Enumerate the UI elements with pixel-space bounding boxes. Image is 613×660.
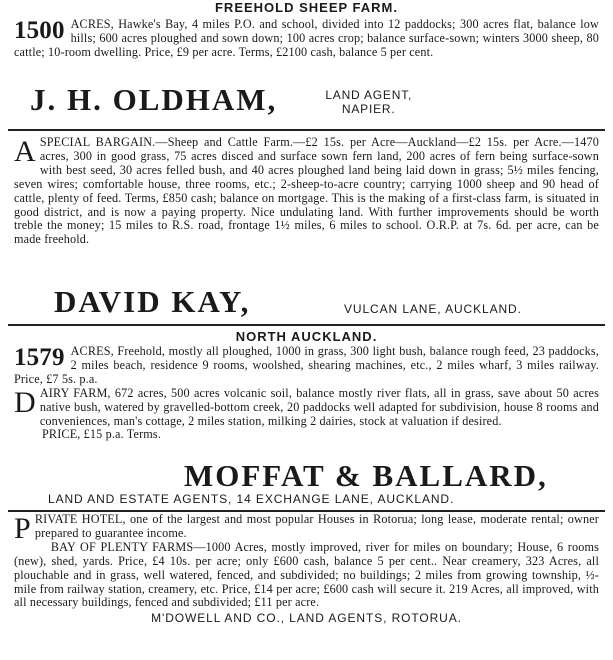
ad-rotorua [14, 513, 599, 625]
ad3-heading: NORTH AUCKLAND. [235, 329, 378, 344]
ad1-agent-role: LAND AGENT, [325, 88, 413, 102]
ad1-agent-details [325, 88, 412, 116]
ad1-agent-name: J. H. OLDHAM, [30, 82, 278, 117]
ad1-acreage-number: 1500 [14, 17, 65, 44]
ad4-body-2: BAY OF PLENTY FARMS—1000 Acres, mostly improved, river for miles on boundary; House, 6 rooms (new), shed, yards. Price, £4 10s. per acre; only £600 cash, balance 5 per cent.. Near creamery, 323 Acres, all plouchable and in grass, well watered, fenced, and subdivided; no buildings; 2 miles from growing township, ½-mile from railway station, creamery, etc. Price, £14 per acre; £600 cash will secure it. 219 Acres, all improved, with all necessary buildings, fenced and subdivided; £11 per acre. [14, 539, 599, 610]
ad4-agent-line: M'DOWELL AND CO., LAND AGENTS, ROTORUA. [151, 611, 462, 626]
ad3-dropcap: D [14, 385, 36, 419]
ad1-agent-town: NAPIER. [341, 102, 396, 116]
divider-rule [8, 324, 605, 326]
ad3-agent-name: MOFFAT & BALLARD, [184, 458, 548, 493]
ad3-agent-address: LAND AND ESTATE AGENTS, 14 EXCHANGE LANE, AUCKLAND. [48, 492, 455, 506]
ad3-text-1: ACRES, Freehold, mostly all ploughed, 1000 in grass, 300 light bush, balance rough feed, 23 paddocks, 2 miles beach, residence 9 rooms, woolshed, shearing machines, etc., 2 miles wharf, 3 miles railway. Price, £7 5s. p.a. [14, 344, 599, 386]
ad2-body [14, 136, 599, 247]
ad3-body-1 [14, 345, 599, 387]
ad1-agent [14, 82, 599, 118]
ad1-heading: FREEHOLD SHEEP FARM. [214, 0, 398, 15]
ad4-body-1 [14, 512, 599, 545]
ad4-text-1: RIVATE HOTEL, one of the largest and most popular Houses in Rotorua; long lease, moderate rental; owner prepared to guarantee income. [34, 512, 599, 540]
ad1-text: ACRES, Hawke's Bay, 4 miles P.O. and school, divided into 12 paddocks; 300 acres flat, balance low hills; 600 acres ploughed and sown down; 100 acres crop; balance surface-sown; winters 3000 sheep, 80 cattle; 10-room dwelling. Price, £9 per acre. Terms, £2100 cash, balance 5 per cent. [14, 17, 599, 59]
ad3-price-line: PRICE, £15 p.a. Terms. [42, 427, 162, 442]
ad3-agent [14, 458, 599, 494]
ad2-text: SPECIAL BARGAIN.—Sheep and Cattle Farm.—£2 15s. per Acre—Auckland—£2 15s. per Acre.—1470 acres, 300 in good grass, 75 acres disced and surface sown fern land, 200 acres of fern being surface-sown with best seed, 30 acres felled bush, and 40 acres ploughed land being laid down in grass; 5½ miles fencing, seven wires; comfortable house, three rooms, etc.; 2-sheep-to-acre country; carrying 1000 sheep and 90 head of cattle, plenty of feed. Terms, £850 cash; balance on mortgage. This is the making of a first-class farm, is situated in good district, and is now a paying property. Nice undulating land. With further improvements should be worth treble the money; 15 miles to R.S. road, frontage 1½ miles, 6 miles to school. O.R.P. at 7s. 6d. per acre, can be made freehold. [14, 135, 599, 247]
ad3-body-2 [14, 387, 599, 429]
ad2-agent [14, 284, 599, 320]
ad4-dropcap: P [14, 512, 31, 545]
ad3-text-2: AIRY FARM, 672 acres, 500 acres volcanic soil, balance mostly river flats, all in grass, save about 50 acres native bush, watered by gravelled-bottom creek, 20 paddocks well adapted for subdivision, house 8 rooms and conveniences, man's cottage, 2 miles station, milking 2 dairies, stock at valuation if desired. [39, 385, 599, 428]
ad1-body [14, 18, 599, 60]
ad-freehold-sheep-farm [14, 0, 599, 60]
ad2-agent-name: DAVID KAY, [54, 284, 251, 319]
ad2-dropcap: A [14, 135, 36, 168]
ad-special-bargain [14, 136, 599, 247]
ad3-acreage-number: 1579 [14, 344, 65, 371]
divider-rule [8, 129, 605, 131]
ad2-agent-address: VULCAN LANE, AUCKLAND. [344, 302, 522, 316]
ad-north-auckland [14, 329, 599, 442]
